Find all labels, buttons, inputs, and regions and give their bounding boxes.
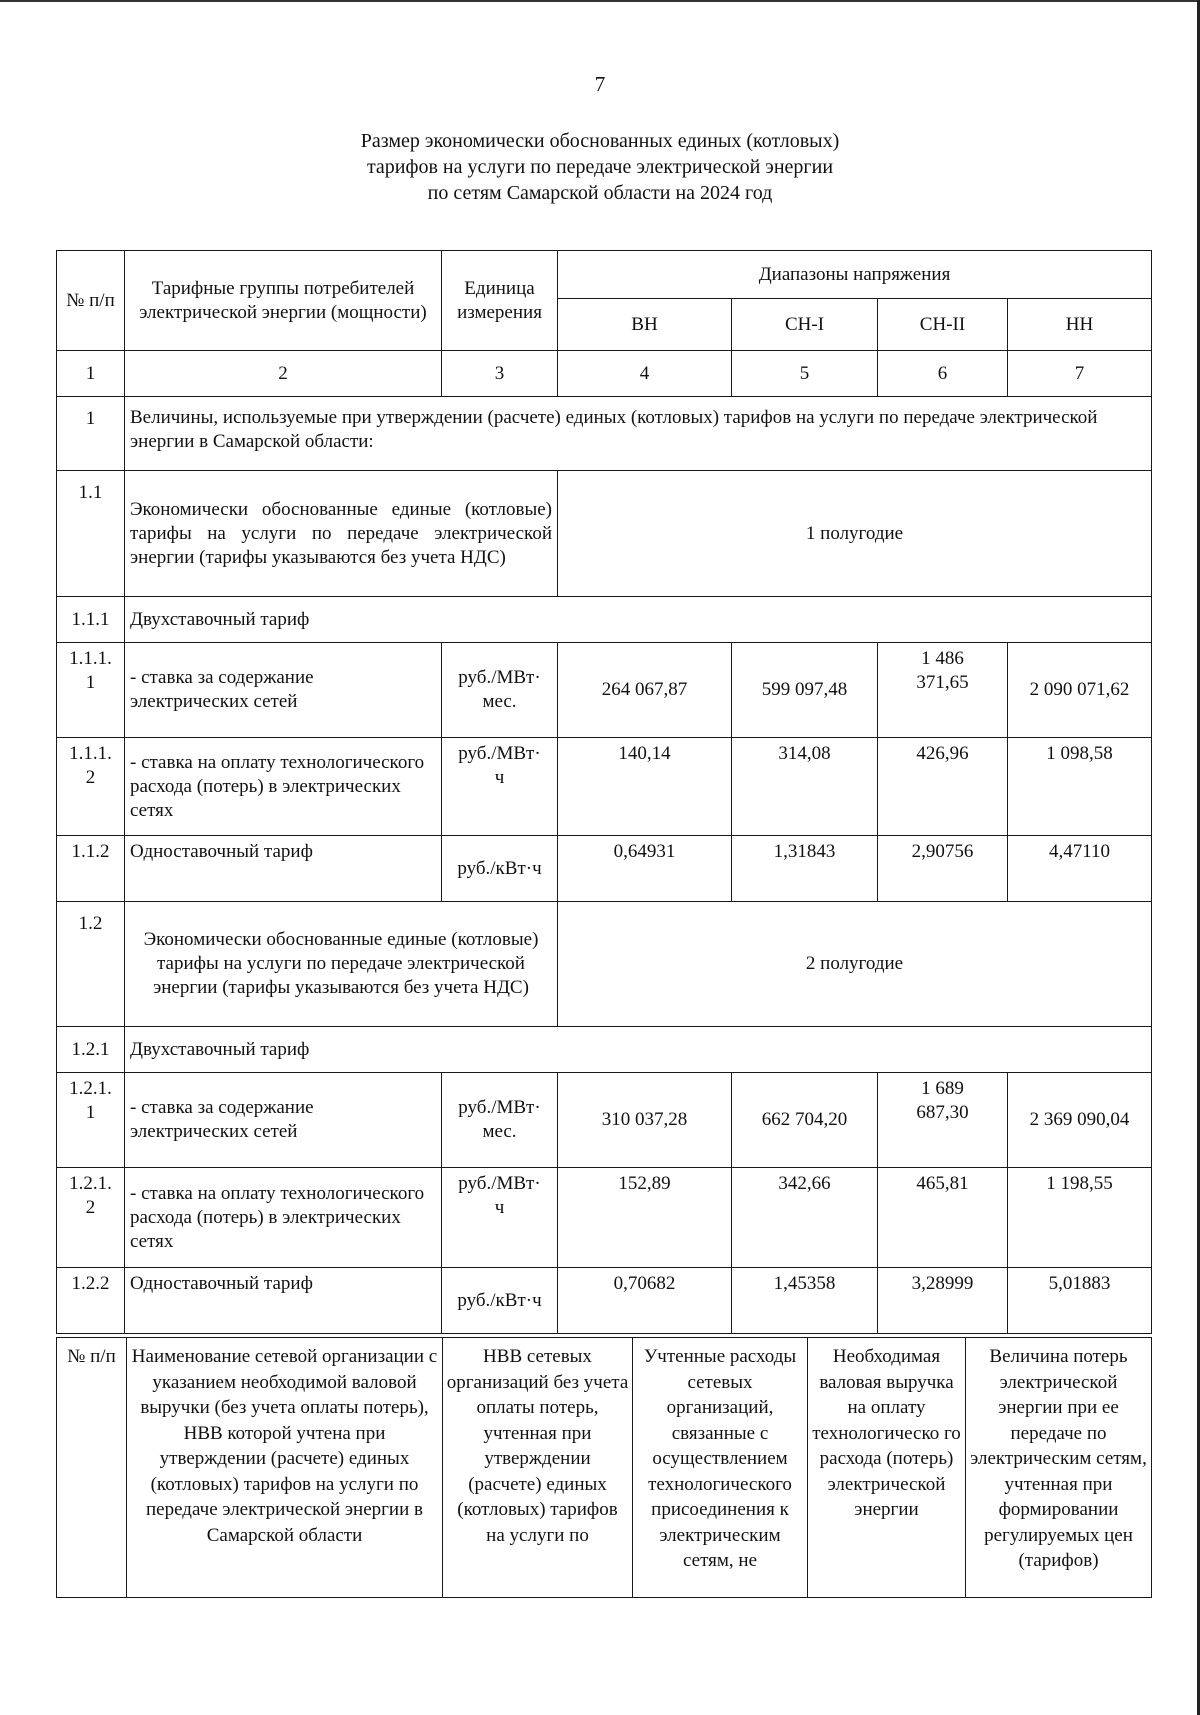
title-line-3: по сетям Самарской области на 2024 год <box>427 182 773 204</box>
row-code: 1.1.1 <box>57 597 125 643</box>
col-number: 3 <box>442 351 558 397</box>
value-sn2: 2,90756 <box>878 836 1008 902</box>
unit-cell: руб./МВт· ч <box>442 1168 558 1268</box>
row-code: 1.2.1. 2 <box>57 1168 125 1268</box>
title-line-1: Размер экономически обоснованных единых (котловых) <box>360 130 840 152</box>
org-header-connection-costs: Учтенные расходы сетевых организаций, связанные с осуществлением технологического присоединения к электрическим сетям, не <box>633 1338 808 1598</box>
row-code: 1.2 <box>57 902 125 1027</box>
row-1-1-1-1 <box>57 643 1152 738</box>
row-1-2-1-2 <box>57 1168 1152 1268</box>
network-org-table <box>56 1337 1152 1598</box>
value-sn2: 426,96 <box>878 738 1008 836</box>
value-sn2: 1 689 687,30 <box>878 1073 1008 1168</box>
value-vn: 140,14 <box>558 738 732 836</box>
row-1-2-text: Экономически обоснованные единые (котловые) тарифы на услуги по передаче электрической энергии (тарифы указываются без учета НДС) <box>125 902 558 1027</box>
value-nn: 1 098,58 <box>1008 738 1152 836</box>
row-1-2-2-text: Одноставочный тариф <box>125 1268 442 1334</box>
document-title <box>0 128 1200 206</box>
row-1-2-2 <box>57 1268 1152 1334</box>
col-number: 5 <box>732 351 878 397</box>
row-1-2-1-1-text: - ставка за содержание электрических сетей <box>125 1073 442 1168</box>
header-groups: Тарифные группы потребителей электрической энергии (мощности) <box>125 251 442 351</box>
value-sn1: 1,31843 <box>732 836 878 902</box>
value-sn1: 342,66 <box>732 1168 878 1268</box>
row-1-1-1-text: Двухставочный тариф <box>125 597 1152 643</box>
value-vn: 0,70682 <box>558 1268 732 1334</box>
header-nn: НН <box>1008 299 1152 351</box>
row-code: 1.1.1. 2 <box>57 738 125 836</box>
value-nn: 2 090 071,62 <box>1008 643 1152 738</box>
row-1-1-1-2-text: - ставка на оплату технологического расхода (потерь) в электрических сетях <box>125 738 442 836</box>
page-number: 7 <box>594 72 606 96</box>
header-vn: ВН <box>558 299 732 351</box>
col-number: 6 <box>878 351 1008 397</box>
value-sn1: 314,08 <box>732 738 878 836</box>
col-number: 2 <box>125 351 442 397</box>
row-1-1-2-text: Одноставочный тариф <box>125 836 442 902</box>
value-nn: 2 369 090,04 <box>1008 1073 1152 1168</box>
value-vn: 310 037,28 <box>558 1073 732 1168</box>
period-2-label: 2 полугодие <box>558 902 1152 1027</box>
row-1-2-1 <box>57 1027 1152 1073</box>
unit-cell: руб./кВт·ч <box>442 836 558 902</box>
value-vn: 264 067,87 <box>558 643 732 738</box>
value-sn2: 1 486 371,65 <box>878 643 1008 738</box>
value-nn: 4,47110 <box>1008 836 1152 902</box>
unit-cell: руб./МВт· ч <box>442 738 558 836</box>
value-vn: 0,64931 <box>558 836 732 902</box>
unit-cell: руб./МВт· мес. <box>442 1073 558 1168</box>
section-1-text: Величины, используемые при утверждении (расчете) единых (котловых) тарифов на услуги по передаче электрической энергии в Самарской области: <box>125 397 1152 471</box>
period-1-label: 1 полугодие <box>558 471 1152 597</box>
row-1-2 <box>57 902 1152 1027</box>
col-number: 4 <box>558 351 732 397</box>
header-sn1: СН-I <box>732 299 878 351</box>
value-sn1: 662 704,20 <box>732 1073 878 1168</box>
row-1-2-1-text: Двухставочный тариф <box>125 1027 1152 1073</box>
value-sn2: 3,28999 <box>878 1268 1008 1334</box>
row-code: 1.1.2 <box>57 836 125 902</box>
row-1-1-2 <box>57 836 1152 902</box>
value-vn: 152,89 <box>558 1168 732 1268</box>
org-header-nvv: НВВ сетевых организаций без учета оплаты потерь, учтенная при утверждении (расчете) единых (котловых) тарифов на услуги по <box>443 1338 633 1598</box>
row-1-1 <box>57 471 1152 597</box>
row-code: 1 <box>57 397 125 471</box>
row-1-1-1 <box>57 597 1152 643</box>
title-line-2: тарифов на услуги по передаче электрической энергии <box>366 156 834 178</box>
unit-cell: руб./кВт·ч <box>442 1268 558 1334</box>
row-code: 1.1.1. 1 <box>57 643 125 738</box>
tariff-table <box>56 250 1152 1334</box>
column-numbers-row <box>57 351 1152 397</box>
row-1-2-1-1 <box>57 1073 1152 1168</box>
scan-top-edge <box>0 0 1200 2</box>
org-header-loss-revenue: Необходимая валовая выручка на оплату технологическо го расхода (потерь) электрической энергии <box>808 1338 966 1598</box>
org-header-num: № п/п <box>57 1338 127 1598</box>
org-header-loss-volume: Величина потерь электрической энергии при ее передаче по электрическим сетям, учтенная при формировании регулируемых цен (тарифов) <box>966 1338 1152 1598</box>
header-unit: Единица измерения <box>442 251 558 351</box>
row-1-1-text: Экономически обоснованные единые (котловые) тарифы на услуги по передаче электрической энергии (тарифы указываются без учета НДС) <box>125 471 558 597</box>
header-row-1 <box>57 251 1152 299</box>
org-header-row <box>57 1338 1152 1598</box>
col-number: 7 <box>1008 351 1152 397</box>
row-code: 1.1 <box>57 471 125 597</box>
col-number: 1 <box>57 351 125 397</box>
value-nn: 5,01883 <box>1008 1268 1152 1334</box>
header-sn2: СН-II <box>878 299 1008 351</box>
row-1-2-1-2-text: - ставка на оплату технологического расхода (потерь) в электрических сетях <box>125 1168 442 1268</box>
header-voltage-ranges: Диапазоны напряжения <box>558 251 1152 299</box>
value-sn1: 1,45358 <box>732 1268 878 1334</box>
value-nn: 1 198,55 <box>1008 1168 1152 1268</box>
row-code: 1.2.2 <box>57 1268 125 1334</box>
row-code: 1.2.1. 1 <box>57 1073 125 1168</box>
value-sn1: 599 097,48 <box>732 643 878 738</box>
org-header-name: Наименование сетевой организации с указанием необходимой валовой выручки (без учета оплаты потерь), НВВ которой учтена при утверждении (расчете) единых (котловых) тарифов на услуги по передаче электрической энергии в Самарской области <box>127 1338 443 1598</box>
row-1-1-1-2 <box>57 738 1152 836</box>
row-section-1 <box>57 397 1152 471</box>
row-code: 1.2.1 <box>57 1027 125 1073</box>
value-sn2: 465,81 <box>878 1168 1008 1268</box>
header-num: № п/п <box>57 251 125 351</box>
unit-cell: руб./МВт· мес. <box>442 643 558 738</box>
row-1-1-1-1-text: - ставка за содержание электрических сетей <box>125 643 442 738</box>
